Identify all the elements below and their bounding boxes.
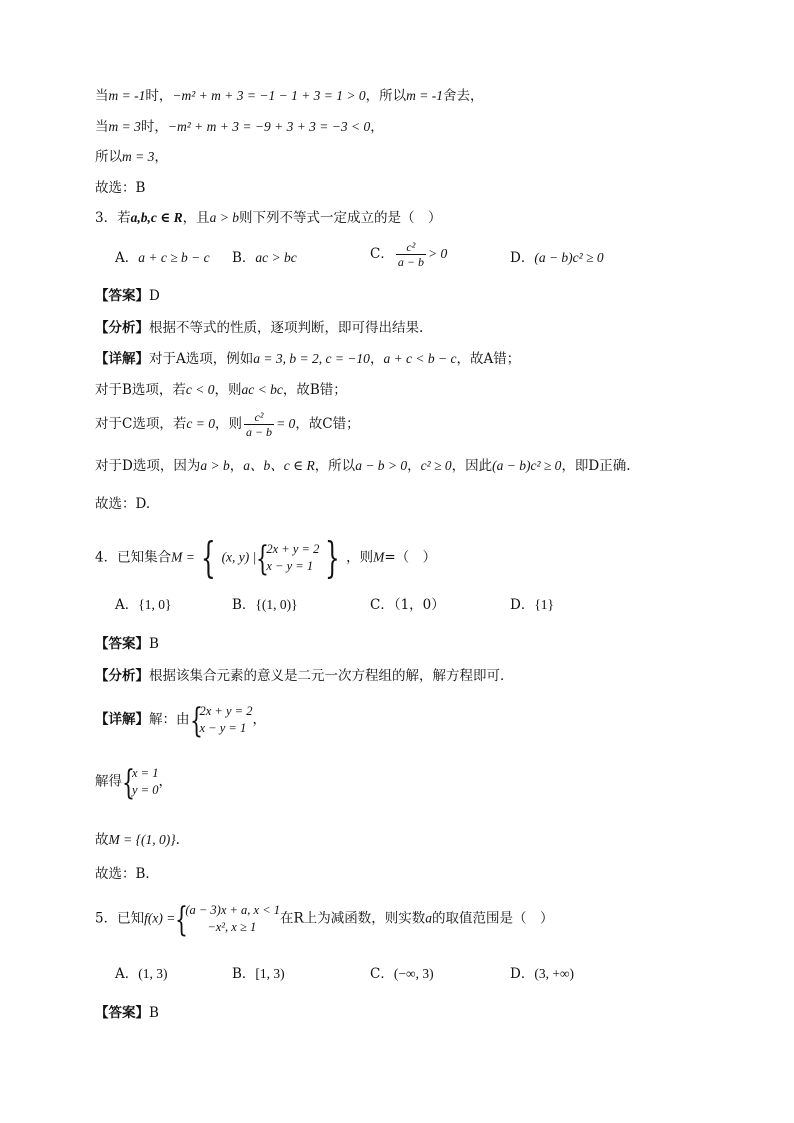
left-brace-icon: { [256,539,270,579]
text: 4．已知集合 [95,549,172,566]
detail-tag: 【详解】 [95,351,149,367]
q4-answer [95,634,159,654]
text: ， [370,119,384,135]
q3-detail-d [95,456,631,476]
q3-detail-c [95,410,360,439]
q3-answer [95,286,160,306]
math: a,b,c ∈ R [130,210,183,225]
q4-detail [95,701,266,741]
math: a、b、c ∈ R [243,458,315,473]
text: ， [369,351,384,367]
text: 解：由 [149,711,190,728]
math: M = {(1, 0)} [108,832,176,847]
text: ， [407,458,421,474]
math: a > b [209,210,239,225]
math: a + c < b − c [383,351,457,366]
text: ， [229,458,244,474]
answer-value: D [149,288,160,304]
left-brace-icon: { [200,533,216,582]
math: a + c ≥ b − c [138,250,210,265]
text: 对于A选项，例如 [149,351,254,367]
analysis-text: 根据不等式的性质，逐项判断，即可得出结果. [149,320,424,336]
q5-option-b[interactable] [232,964,285,984]
q4-stem [95,533,437,582]
q4-option-a[interactable] [115,595,171,615]
q4-option-d[interactable] [510,595,554,615]
math: (a − b)c² ≥ 0 [534,250,604,265]
text: 舍去， [443,88,484,104]
q4-analysis [95,666,514,686]
text: ，所以 [314,458,356,474]
text: =（ ） [384,549,437,566]
equation-system [189,701,253,741]
equation-system [122,763,159,803]
answer-tag: 【答案】 [95,636,149,652]
text: 的取值范围是（ ） [431,910,554,927]
numerator: c² [244,410,274,425]
q5-option-d[interactable] [510,964,574,984]
text: 则下列不等式一定成立的是（ ） [238,210,442,226]
math: (1, 3) [138,966,168,981]
text: ，且 [182,210,210,226]
q3-analysis [95,318,423,338]
math: c² ≥ 0 [420,458,452,473]
math: > 0 [427,246,448,261]
piece: (a − 3)x + a, x < 1 [185,903,281,917]
option-label: C． [370,597,394,613]
math: (3, +∞) [534,966,575,981]
text: ， [154,149,168,165]
text: ，则 [214,382,242,398]
text: 对于D选项，因为 [95,458,201,474]
q4-result [95,830,180,850]
right-brace-icon: } [325,533,341,582]
q5-answer [95,1003,159,1023]
text: 对于C选项，若 [95,416,187,432]
text: 时， [140,119,168,135]
numerator: c² [396,240,426,255]
text: 时， [145,88,173,104]
equation: 2x + y = 2 [266,542,320,556]
text: ，即D正确. [561,458,631,474]
left-brace-icon: { [175,900,189,940]
solution-line-m-3 [95,117,384,137]
option-label: D． [510,597,535,613]
q3-option-c[interactable] [370,240,447,269]
text: ，因此 [451,458,493,474]
text: 在R上为减函数，则实数 [280,910,426,927]
solution-conclusion [95,147,168,167]
math: f(x) = [144,910,176,926]
math: ac > bc [255,250,297,265]
math: a = 3, b = 2, c = −10 [253,351,370,366]
analysis-tag: 【分析】 [95,320,149,336]
math: c = 0 [186,416,215,431]
math: −m² + m + 3 = −1 − 1 + 3 = 1 > 0 [172,88,366,103]
text: 3．若 [95,210,131,226]
denominator: a − b [397,255,424,269]
math: M [373,549,385,565]
math: a [425,910,432,926]
math: c < 0 [185,382,215,397]
math: (x, y) | [221,549,257,565]
text: 5．已知 [95,910,145,927]
text: （1，0） [393,597,445,613]
piece: −x², x ≥ 1 [207,920,257,934]
option-label: D． [510,966,535,982]
left-brace-icon: { [189,701,203,741]
option-label: A． [115,250,139,266]
solution-line-m-neg1 [95,86,484,106]
text: 故 [95,832,109,848]
answer-value: B [149,636,159,652]
text: 解得 [95,773,122,790]
piecewise-function [175,900,281,940]
equation: x − y = 1 [199,721,247,735]
equation: x − y = 1 [266,559,314,573]
text: ，故C错； [295,416,360,432]
q3-option-d[interactable] [510,248,604,268]
fraction [244,410,274,439]
math: m = -1 [406,88,444,103]
q4-option-c[interactable] [370,595,445,615]
q4-solution [95,763,172,803]
answer-tag: 【答案】 [95,288,149,304]
choice-line: 故选：B [95,180,146,196]
text: 当 [95,119,109,135]
text: . [175,832,180,848]
math: m = 3 [108,119,141,134]
text: ，则 [214,416,242,432]
text: 当 [95,88,109,104]
answer-value: B [149,1005,159,1021]
answer-tag: 【答案】 [95,1005,149,1021]
math: m = -1 [108,88,146,103]
q4-option-b[interactable] [232,595,298,615]
q3-detail-b [95,380,347,400]
denominator: a − b [245,425,273,439]
equation: x = 1 [132,766,159,780]
q5-option-a[interactable] [115,964,168,984]
math: [1, 3) [255,966,285,981]
equation: y = 0 [132,783,159,797]
text: 所以 [95,149,122,165]
q5-option-c[interactable] [370,964,434,984]
text: ， [158,773,172,790]
fraction [396,240,426,269]
text: ，故B错； [282,382,347,398]
text: 对于B选项，若 [95,382,186,398]
math: {1, 0} [138,597,172,612]
detail-tag: 【详解】 [95,711,149,728]
text: ，故A错； [456,351,521,367]
equation-system [256,539,320,579]
math: m = 3 [122,149,155,164]
math: {(1, 0)} [255,597,298,612]
q4-end: 故选：B． [95,866,159,882]
math: {1} [534,597,555,612]
math: (a − b)c² ≥ 0 [492,458,562,473]
option-label: D． [510,250,535,266]
analysis-text: 根据该集合元素的意义是二元一次方程组的解，解方程即可． [149,668,514,684]
q3-detail-a [95,349,520,369]
option-label: C． [370,246,394,262]
math: (−∞, 3) [393,966,434,981]
q3-option-a[interactable] [115,248,210,268]
text: ，则 [346,549,374,566]
option-label: B． [232,966,256,982]
analysis-tag: 【分析】 [95,668,149,684]
math: ac < bc [241,382,283,397]
math: a > b [200,458,230,473]
q5-stem [95,900,554,940]
option-label: B． [232,250,256,266]
equation: 2x + y = 2 [199,704,253,718]
option-label: B． [232,597,256,613]
math: −m² + m + 3 = −9 + 3 + 3 = −3 < 0 [167,119,371,134]
q3-stem [95,208,441,228]
math: M = [171,549,195,565]
option-label: C． [370,966,394,982]
option-label: A． [115,966,139,982]
math: a − b > 0 [355,458,408,473]
text: ， [252,711,266,728]
text: ，所以 [365,88,407,104]
q3-option-b[interactable] [232,248,297,268]
q3-end: 故选：D. [95,496,151,512]
option-label: A． [115,597,139,613]
left-brace-icon: { [122,763,135,803]
math: = 0 [276,416,296,431]
